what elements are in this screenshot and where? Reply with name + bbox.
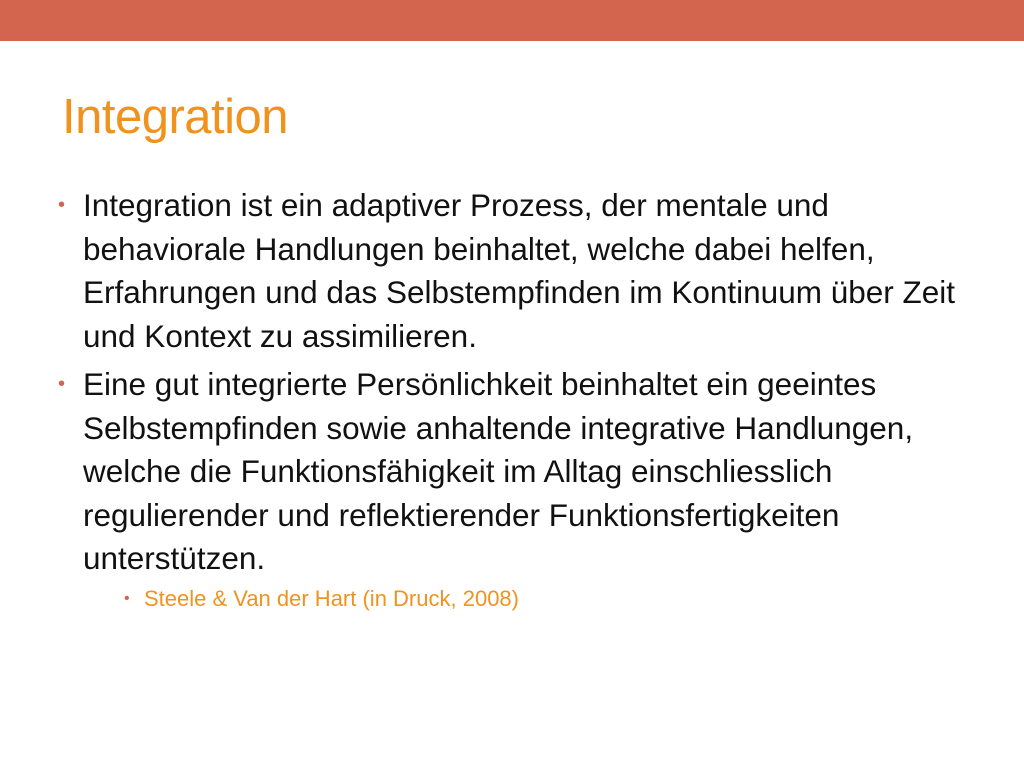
top-accent-bar [0, 0, 1024, 41]
citation-text: Steele & Van der Hart (in Druck, 2008) [144, 585, 519, 611]
bullet-list [58, 184, 958, 615]
bullet-icon: • [58, 373, 66, 395]
slide-title: Integration [62, 90, 289, 144]
citation-item [124, 583, 958, 615]
bullet-item-integration-definition [58, 184, 958, 358]
bullet-text: Integration ist ein adaptiver Prozess, der mentale und behaviorale Handlungen beinhaltet, welche dabei helfen, Erfahrungen und das Selbstempfinden im Kontinuum über Zeit und Kontext zu assimilieren. [83, 187, 956, 354]
bullet-icon: • [58, 194, 66, 216]
bullet-item-integrated-personality [58, 363, 958, 581]
bullet-text: Eine gut integrierte Persönlichkeit beinhaltet ein geeintes Selbstempfinden sowie anhaltende integrative Handlungen, welche die Funktionsfähigkeit im Alltag einschliesslich regulierender und reflektierender Funktionsfertigkeiten unterstützen. [83, 366, 914, 576]
sub-bullet-icon: • [124, 589, 130, 607]
